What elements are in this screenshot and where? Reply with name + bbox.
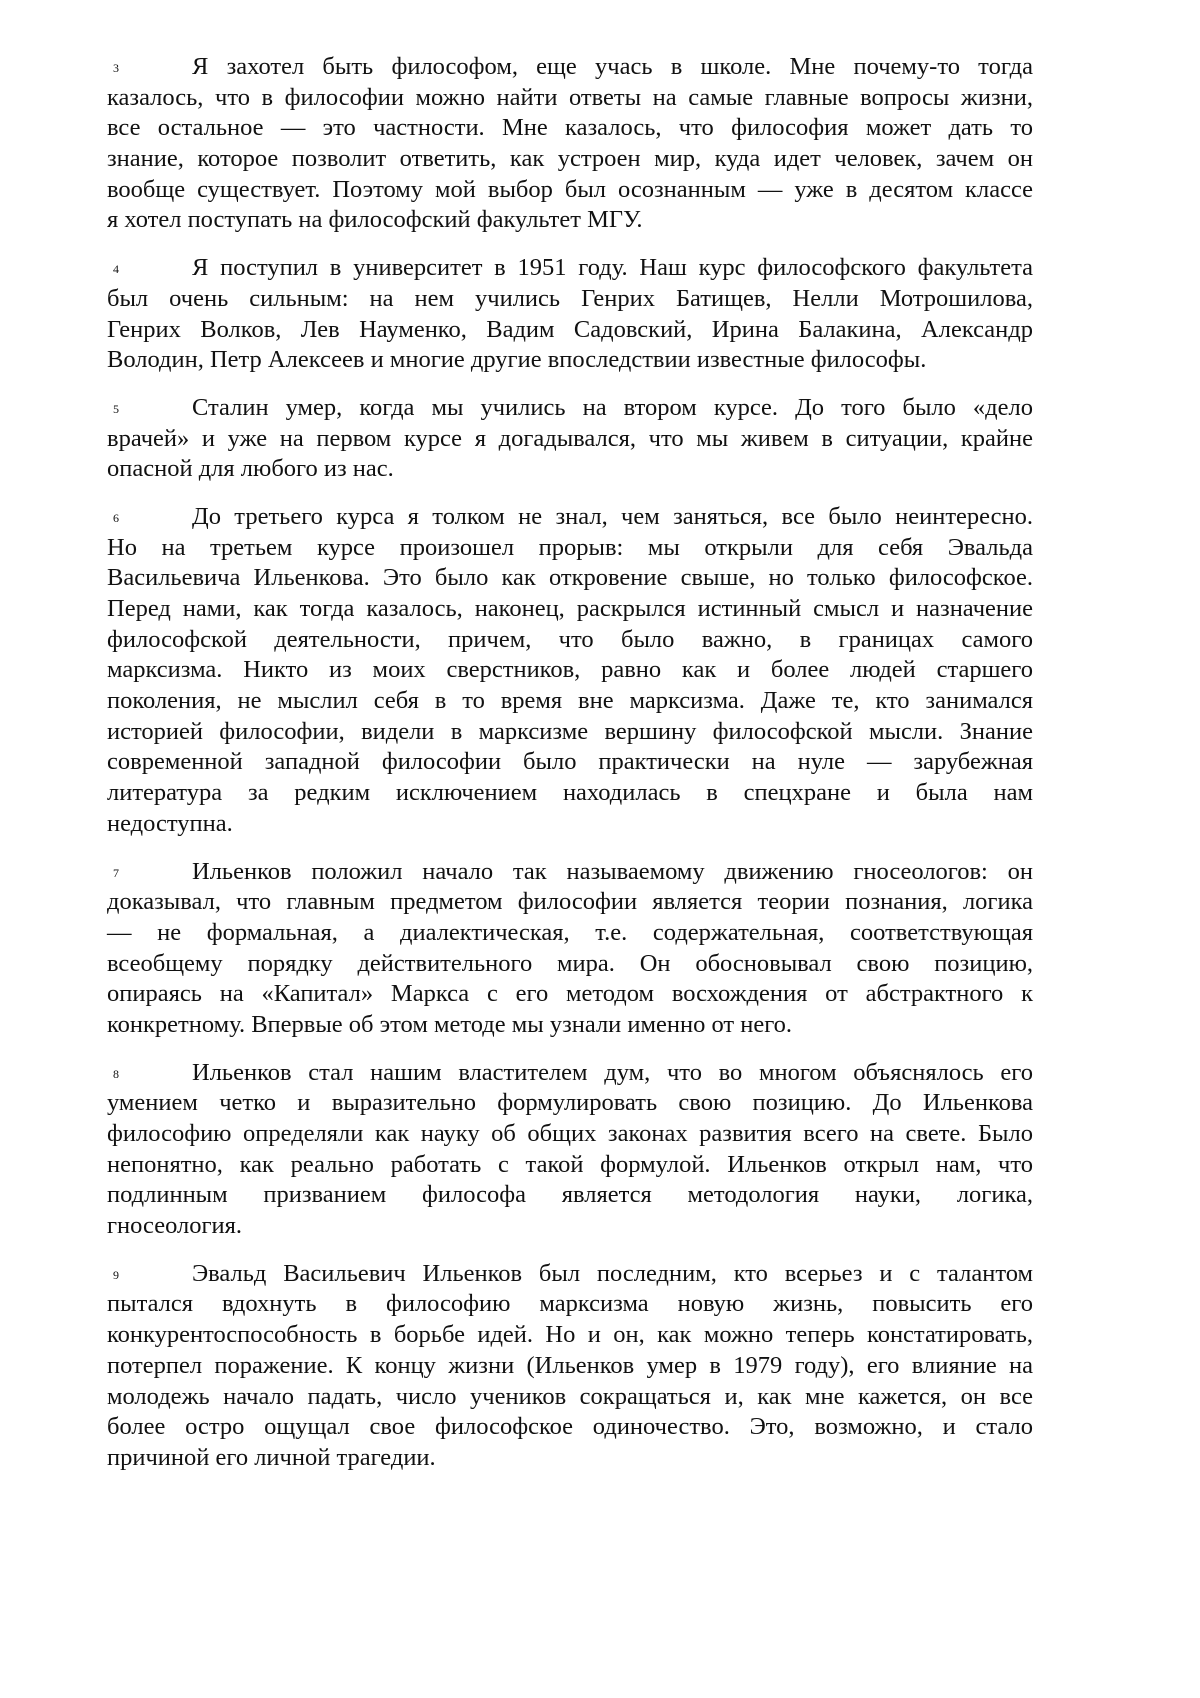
text-line: конкурентоспособность в борьбе идей. Но и он, как можно теперь констатировать, [107,1320,1033,1351]
text-line: опасной для любого из нас. [107,454,1033,485]
text-line: опираясь на «Капитал» Маркса с его методом восхождения от абстрактного к [107,979,1033,1010]
text-line: Но на третьем курсе произошел прорыв: мы открыли для себя Эвальда [107,533,1033,564]
paragraph-number: 5 [113,402,119,417]
text-line: я хотел поступать на философский факультет МГУ. [107,205,1033,236]
text-line: Ильенков положил начало так называемому движению гносеологов: он [107,857,1033,888]
text-line: До третьего курса я толком не знал, чем заняться, все было неинтересно. [107,502,1033,533]
paragraph [107,393,1033,485]
text-line: Володин, Петр Алексеев и многие другие впоследствии известные философы. [107,345,1033,376]
paragraph [107,857,1033,1041]
document-page [107,52,1033,1491]
text-line: Эвальд Васильевич Ильенков был последним, кто всерьез и с талантом [107,1259,1033,1290]
text-line: современной западной философии было практически на нуле — зарубежная [107,747,1033,778]
text-line: поколения, не мыслил себя в то время вне марксизма. Даже те, кто занимался [107,686,1033,717]
paragraph [107,52,1033,236]
paragraph-number: 4 [113,262,119,277]
text-line: врачей» и уже на первом курсе я догадывался, что мы живем в ситуации, крайне [107,424,1033,455]
text-line: философию определяли как науку об общих законах развития всего на свете. Было [107,1119,1033,1150]
text-line: молодежь начало падать, число учеников сокращаться и, как мне кажется, он все [107,1382,1033,1413]
text-line: историей философии, видели в марксизме вершину философской мысли. Знание [107,717,1033,748]
paragraph-number: 3 [113,61,119,76]
text-line: гносеология. [107,1211,1033,1242]
text-line: Перед нами, как тогда казалось, наконец, раскрылся истинный смысл и назначение [107,594,1033,625]
text-line: казалось, что в философии можно найти ответы на самые главные вопросы жизни, [107,83,1033,114]
text-line: все остальное — это частности. Мне казалось, что философия может дать то [107,113,1033,144]
text-line: умением четко и выразительно формулировать свою позицию. До Ильенкова [107,1088,1033,1119]
paragraph [107,1259,1033,1474]
text-line: непонятно, как реально работать с такой формулой. Ильенков открыл нам, что [107,1150,1033,1181]
text-line: потерпел поражение. К концу жизни (Ильенков умер в 1979 году), его влияние на [107,1351,1033,1382]
text-line: доказывал, что главным предметом философии является теории познания, логика [107,887,1033,918]
text-line: Я захотел быть философом, еще учась в школе. Мне почему-то тогда [107,52,1033,83]
paragraph [107,253,1033,376]
text-line: — не формальная, а диалектическая, т.е. содержательная, соответствующая [107,918,1033,949]
text-line: пытался вдохнуть в философию марксизма новую жизнь, повысить его [107,1289,1033,1320]
paragraph [107,1058,1033,1242]
text-line: был очень сильным: на нем учились Генрих Батищев, Нелли Мотрошилова, [107,284,1033,315]
paragraph-number: 6 [113,511,119,526]
text-line: всеобщему порядку действительного мира. Он обосновывал свою позицию, [107,949,1033,980]
text-line: более остро ощущал свое философское одиночество. Это, возможно, и стало [107,1412,1033,1443]
paragraph [107,502,1033,840]
text-line: философской деятельности, причем, что было важно, в границах самого [107,625,1033,656]
text-line: Васильевича Ильенкова. Это было как откровение свыше, но только философское. [107,563,1033,594]
text-line: причиной его личной трагедии. [107,1443,1033,1474]
text-line: Генрих Волков, Лев Науменко, Вадим Садовский, Ирина Балакина, Александр [107,315,1033,346]
text-line: конкретному. Впервые об этом методе мы узнали именно от него. [107,1010,1033,1041]
paragraph-number: 7 [113,866,119,881]
paragraph-number: 8 [113,1067,119,1082]
text-line: Сталин умер, когда мы учились на втором курсе. До того было «дело [107,393,1033,424]
text-line: подлинным призванием философа является методология науки, логика, [107,1180,1033,1211]
text-line: литература за редким исключением находилась в спецхране и была нам [107,778,1033,809]
paragraph-number: 9 [113,1268,119,1283]
text-line: вообще существует. Поэтому мой выбор был осознанным — уже в десятом классе [107,175,1033,206]
text-line: Я поступил в университет в 1951 году. Наш курс философского факультета [107,253,1033,284]
text-line: знание, которое позволит ответить, как устроен мир, куда идет человек, зачем он [107,144,1033,175]
text-line: марксизма. Никто из моих сверстников, равно как и более людей старшего [107,655,1033,686]
text-line: недоступна. [107,809,1033,840]
text-line: Ильенков стал нашим властителем дум, что во многом объяснялось его [107,1058,1033,1089]
